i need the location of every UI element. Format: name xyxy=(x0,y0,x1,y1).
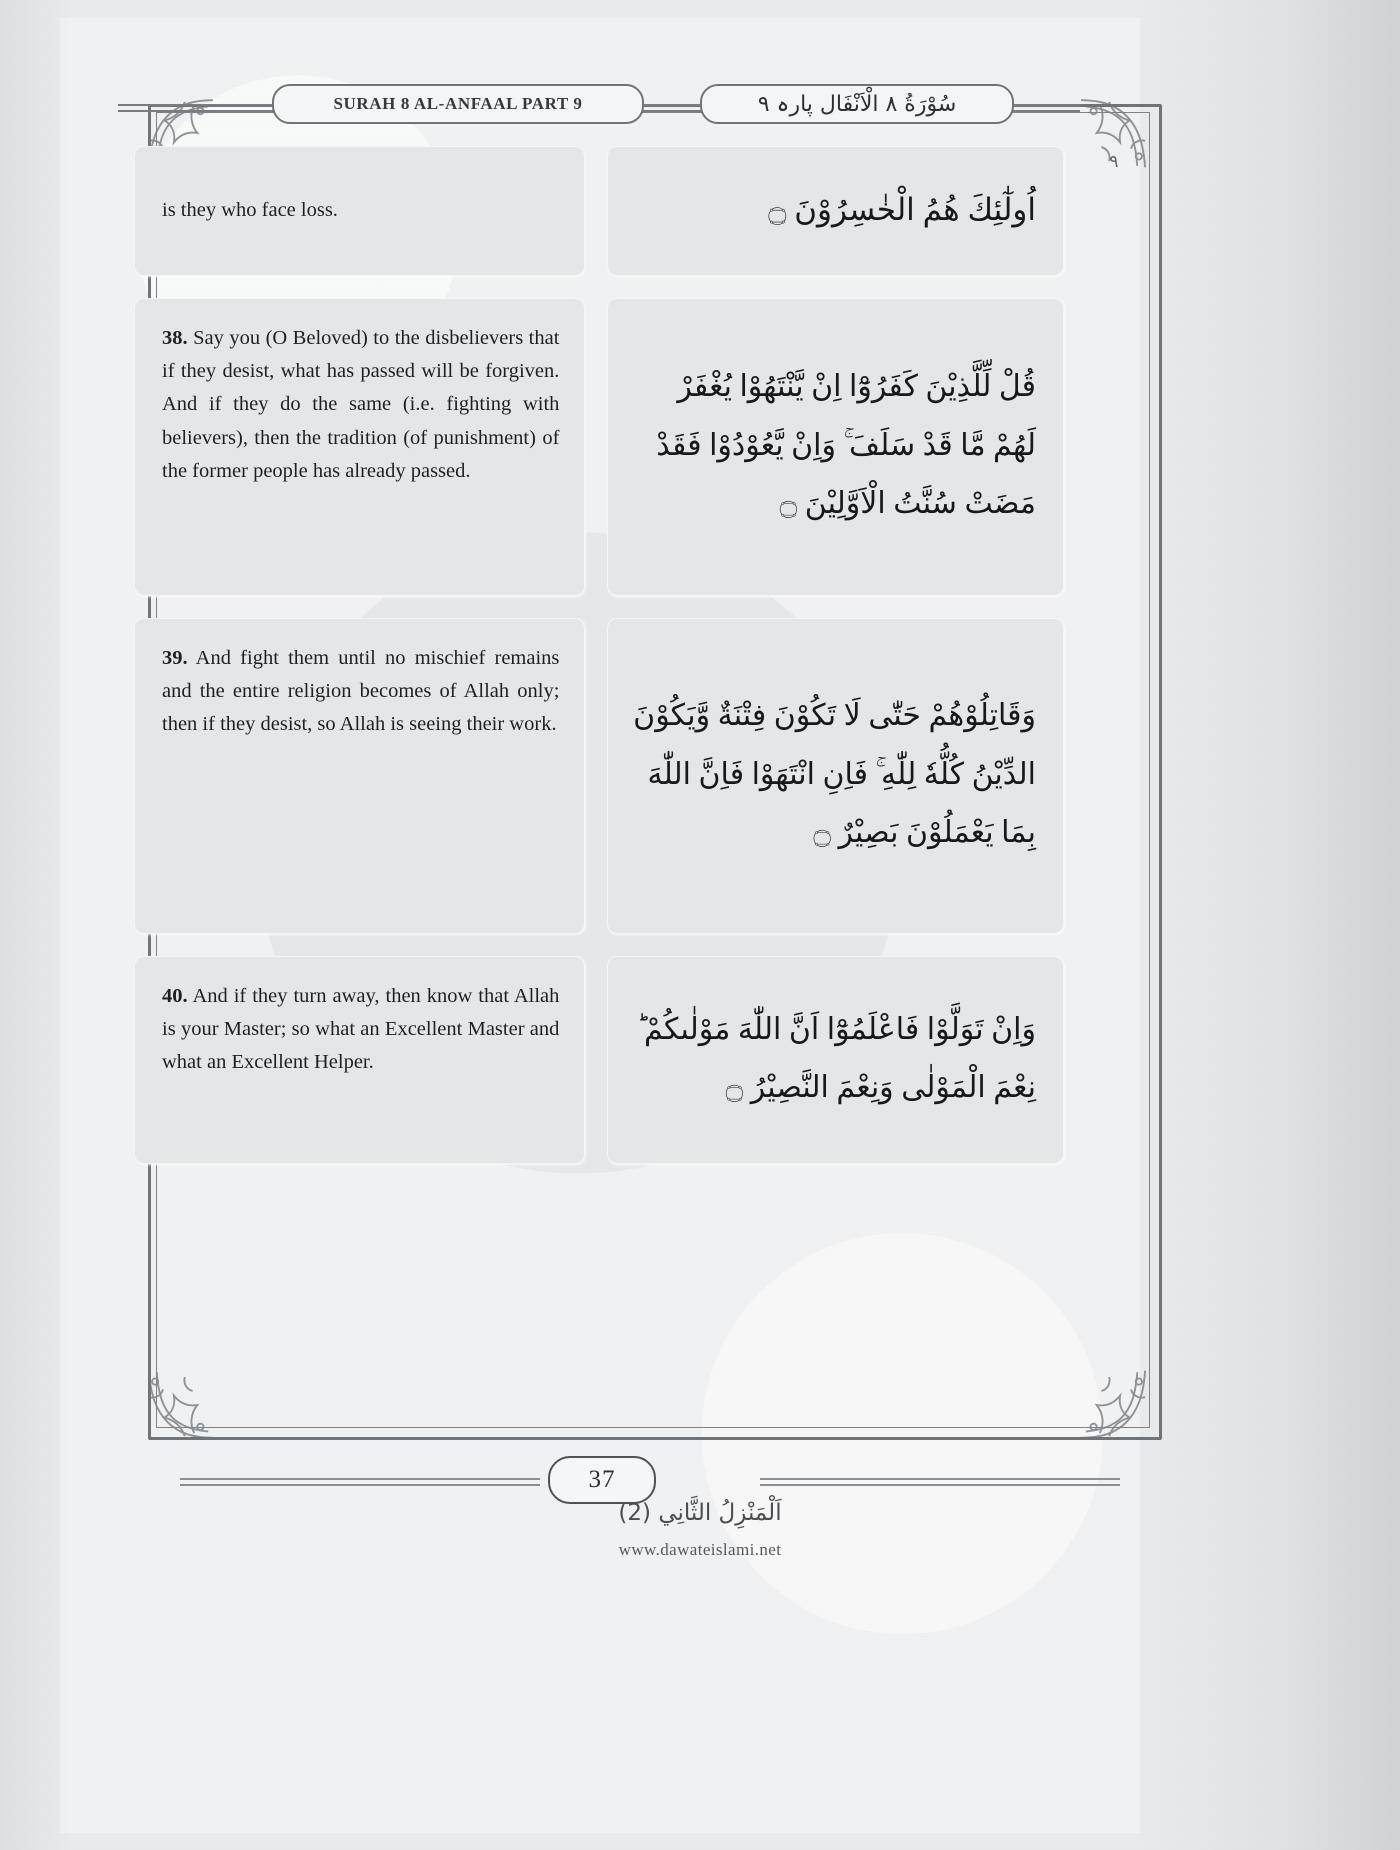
verse-translation-cell xyxy=(134,298,585,596)
verse-arabic-text: قُلْ لِّلَّذِيْنَ كَفَرُوْٓا اِنْ يَّنْتَهُوْا يُغْفَرْ لَهُمْ مَّا قَدْ سَلَفَ ۚ وَاِنْ يَّعُوْدُوْا فَقَدْ مَضَتْ سُنَّتُ الْاَوَّلِيْنَ ۝ xyxy=(656,369,1036,522)
manzil-label: اَلْمَنْزِلُ الثَّانِي (2) xyxy=(618,1500,782,1526)
verse-arabic-cell xyxy=(607,298,1064,596)
verse-translation-text: 39. And fight them until no mischief remains and the entire religion becomes of Allah only; then if they desist, so Allah is seeing their work. xyxy=(162,647,560,736)
website-url: www.dawateislami.net xyxy=(618,1540,782,1559)
verse-arabic-cell xyxy=(607,618,1064,934)
header-rule-left xyxy=(118,104,278,112)
page-number: 37 xyxy=(588,1466,616,1493)
verse-arabic-cell xyxy=(607,956,1064,1164)
verse-list xyxy=(134,146,1064,1186)
footer-rule-right xyxy=(760,1478,1120,1486)
verse-arabic-text: وَاِنْ تَوَلَّوْا فَاعْلَمُوْٓا اَنَّ اللّٰهَ مَوْلٰىكُمْ ؕ نِعْمَ الْمَوْلٰى وَنِعْمَ النَّصِيْرُ ۝ xyxy=(636,1011,1036,1105)
verse-row xyxy=(134,298,1064,596)
surah-header-english xyxy=(272,84,644,124)
verse-translation-text: is they who face loss. xyxy=(162,199,338,222)
verse-translation-cell xyxy=(134,956,585,1164)
verse-translation-cell xyxy=(134,146,585,276)
juz-marker: ٩ xyxy=(1109,152,1119,172)
page-number-badge xyxy=(548,1456,656,1504)
verse-arabic-cell xyxy=(607,146,1064,276)
verse-translation-text: 40. And if they turn away, then know that Allah is your Master; so what an Excellent Master and what an Excellent Helper. xyxy=(162,985,560,1074)
footer-rule-left xyxy=(180,1478,540,1486)
surah-title-arabic: سُوْرَةُ ٨ الْاَنْفَال پارہ ٩ xyxy=(757,91,957,117)
verse-row xyxy=(134,956,1064,1164)
verse-translation-text: 38. Say you (O Beloved) to the disbelievers that if they desist, what has passed will be forgiven. And if they do the same (i.e. fighting with believers), then the tradition (of punishment) of the former people has already passed. xyxy=(162,327,560,482)
verse-row xyxy=(134,146,1064,276)
surah-title-english: SURAH 8 AL-ANFAAL PART 9 xyxy=(333,94,583,113)
verse-row xyxy=(134,618,1064,934)
page-edge-shadow-right xyxy=(1140,0,1400,1850)
surah-header-arabic xyxy=(700,84,1014,124)
verse-arabic-text: اُولٰٓئِكَ هُمُ الْخٰسِرُوْنَ ۝ xyxy=(768,191,1036,228)
verse-arabic-text: وَقَاتِلُوْهُمْ حَتّٰى لَا تَكُوْنَ فِتْنَةٌ وَّيَكُوْنَ الدِّيْنُ كُلُّهٗ لِلّٰهِ ۚ فَاِنِ انْتَهَوْا فَاِنَّ اللّٰهَ بِمَا يَعْمَلُوْنَ بَصِيْرٌ ۝ xyxy=(633,698,1036,851)
verse-translation-cell xyxy=(134,618,585,934)
